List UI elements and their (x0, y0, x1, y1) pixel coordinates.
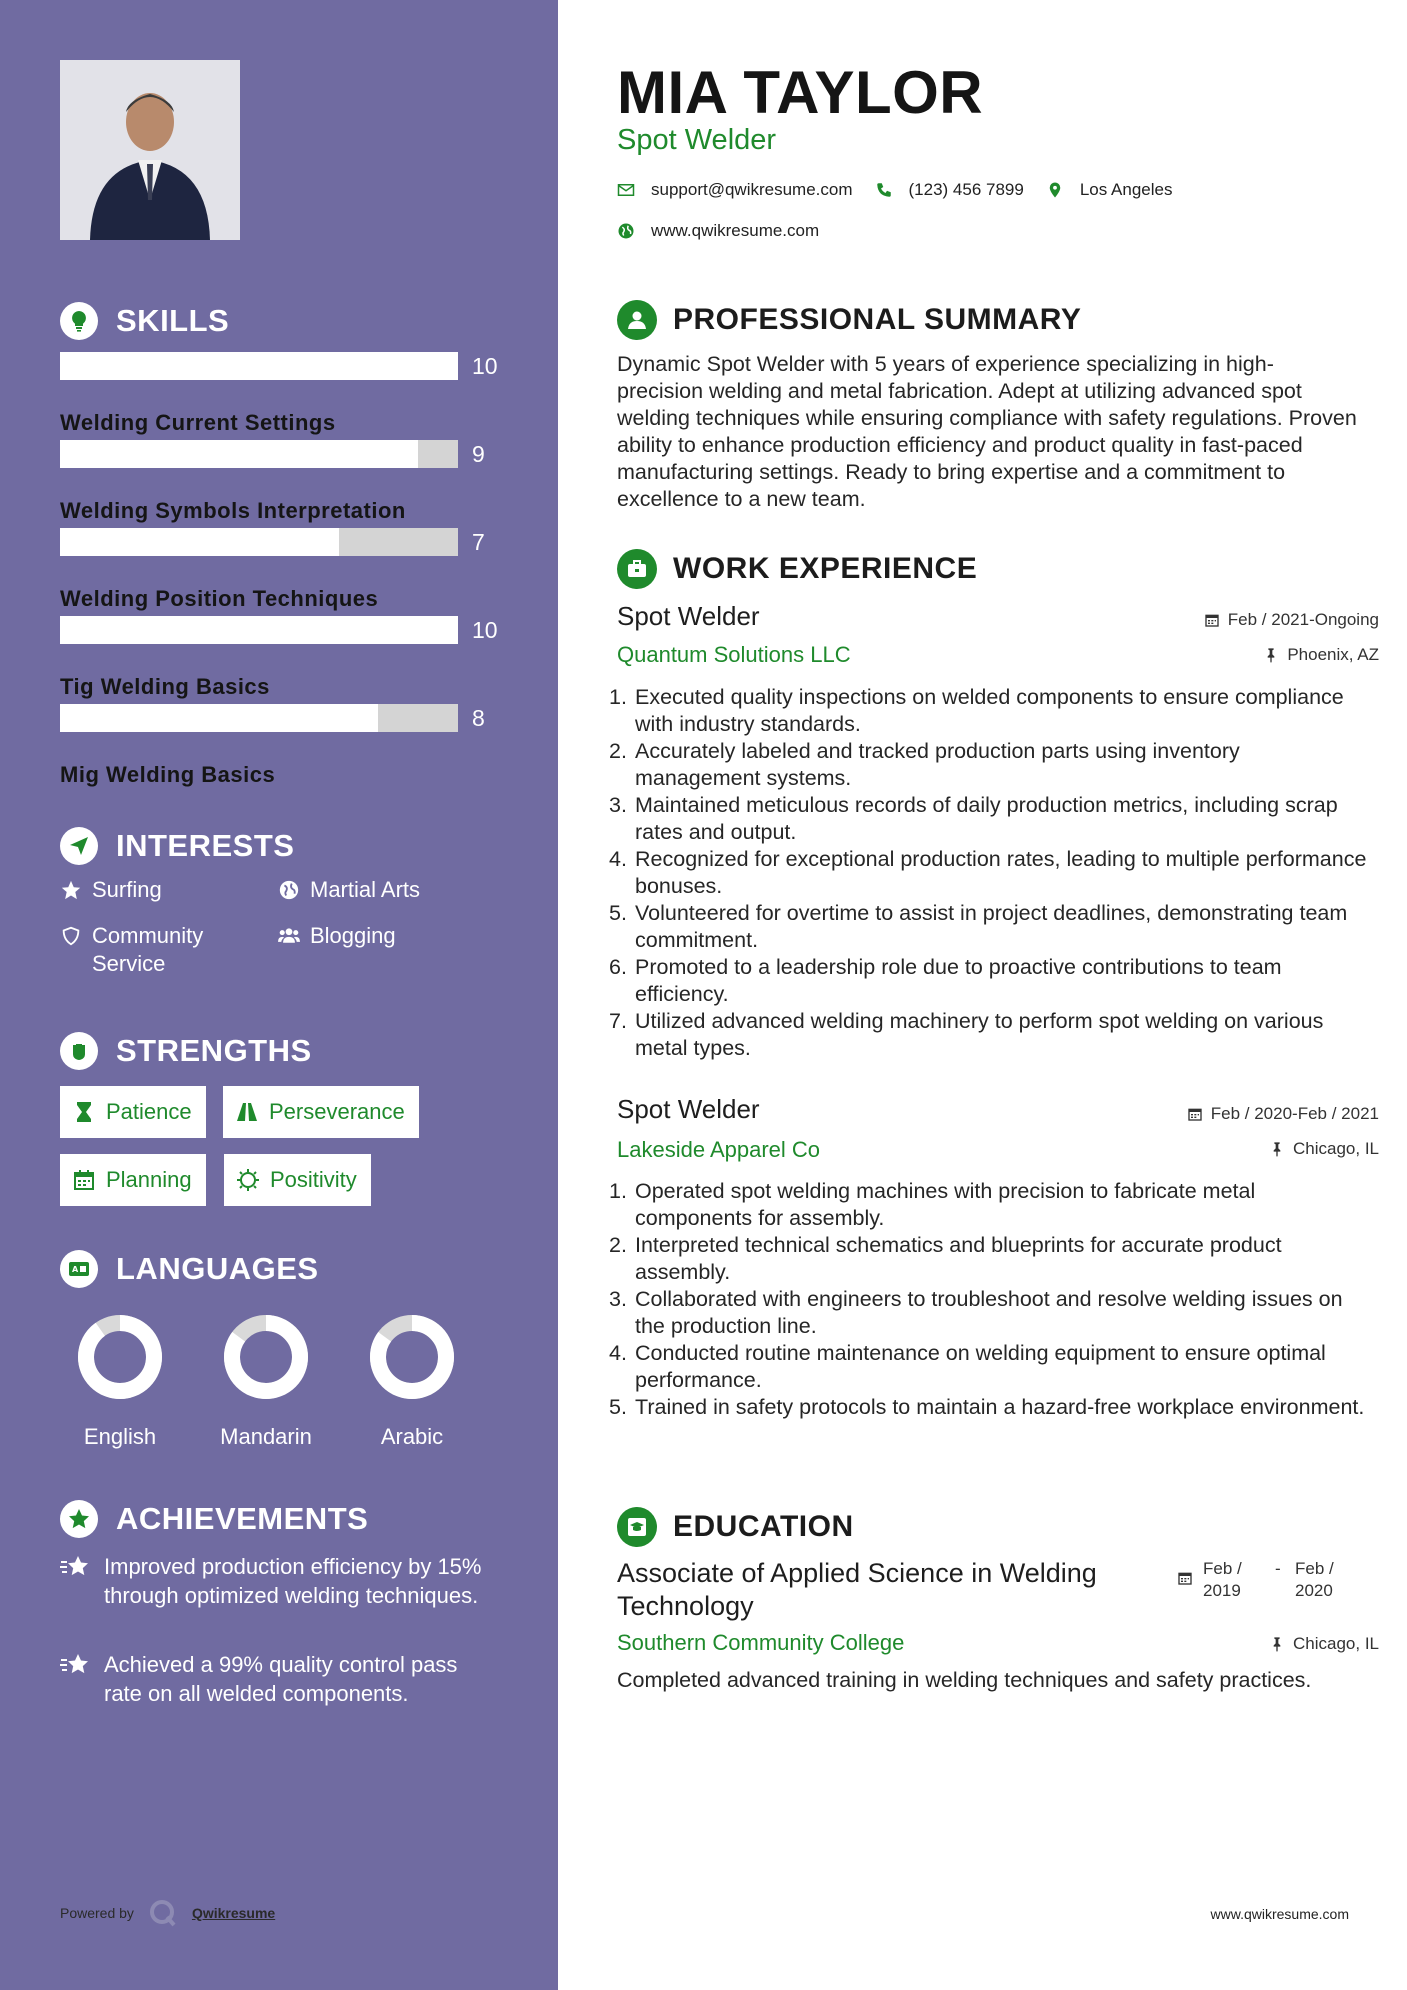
summary-heading (617, 300, 1081, 340)
skill-name: Welding Symbols Interpretation (60, 498, 406, 523)
job-bullet (609, 1178, 1369, 1232)
bullet-text: Conducted routine maintenance on welding equipment to ensure optimal performance. (635, 1341, 1326, 1392)
skill-bar-fill (60, 528, 339, 556)
skill-name: Welding Current Settings (60, 410, 336, 435)
contact-website[interactable]: www.qwikresume.com (651, 221, 820, 240)
bullet-number: 5. (609, 1395, 627, 1419)
interest-label: Community Service (92, 923, 204, 976)
briefcase-icon (617, 549, 657, 589)
skill-level: 8 (472, 704, 485, 731)
job-bullet (609, 1340, 1369, 1394)
job-bullet (609, 792, 1369, 846)
globe-icon (278, 879, 300, 901)
summary-title: PROFESSIONAL SUMMARY (673, 303, 1082, 336)
sun-icon (236, 1168, 260, 1192)
language-icon (60, 1250, 98, 1288)
skill-item (60, 616, 500, 699)
job-title: Spot Welder (617, 601, 760, 631)
job-bullet (609, 954, 1369, 1008)
skill-bar-fill (60, 704, 378, 732)
job-company: Lakeside Apparel Co (617, 1137, 821, 1162)
job-location (1263, 645, 1379, 665)
language-item (50, 1312, 190, 1450)
qwikresume-logo-icon (148, 1898, 178, 1928)
lightbulb-icon (60, 302, 98, 340)
interest-item (60, 922, 240, 978)
job-bullet (609, 1232, 1369, 1286)
interests-heading (60, 827, 294, 865)
education-end: Feb / 2020 (1295, 1559, 1334, 1600)
education-school: Southern Community College (617, 1630, 905, 1655)
footer-website[interactable]: www.qwikresume.com (1210, 1906, 1349, 1922)
bullet-number: 4. (609, 1341, 627, 1365)
svg-text:A: A (72, 1265, 79, 1274)
job-dates (1204, 610, 1379, 630)
experience-title: WORK EXPERIENCE (673, 552, 978, 585)
user-icon (617, 300, 657, 340)
languages-title: LANGUAGES (116, 1251, 319, 1286)
job-bullet (609, 684, 1369, 738)
job-company: Quantum Solutions LLC (617, 642, 851, 667)
interests-title: INTERESTS (116, 828, 295, 863)
skill-level: 7 (472, 528, 485, 555)
sidebar (0, 0, 558, 1990)
bullet-number: 1. (609, 685, 627, 709)
bullet-text: Collaborated with engineers to troubleshoot and resolve welding issues on the production line. (635, 1287, 1343, 1338)
strength-badge (223, 1086, 419, 1138)
strength-label: Perseverance (269, 1099, 405, 1124)
job-bullet (609, 738, 1369, 792)
bullet-text: Volunteered for overtime to assist in project deadlines, demonstrating team commitment. (635, 901, 1348, 952)
languages-heading (60, 1250, 319, 1288)
language-name: Arabic (380, 1424, 444, 1449)
star-icon (60, 879, 82, 901)
strength-label: Planning (106, 1167, 192, 1192)
education-location (1269, 1634, 1379, 1654)
qwikresume-link[interactable]: Qwikresume (191, 1905, 276, 1921)
job-dates-text: Feb / 2020-Feb / 2021 (1210, 1104, 1379, 1123)
graduation-icon (617, 1507, 657, 1547)
skill-item (60, 528, 500, 611)
job-bullet (609, 1008, 1369, 1062)
paper-plane-icon (60, 827, 98, 865)
skill-level: 9 (472, 440, 485, 467)
education-location-text: Chicago, IL (1293, 1634, 1379, 1653)
strengths-heading (60, 1032, 312, 1070)
bullet-number: 4. (609, 847, 627, 871)
skill-name: Welding Position Techniques (60, 586, 379, 611)
hourglass-icon (72, 1100, 96, 1124)
job-dates-text: Feb / 2021-Ongoing (1227, 610, 1379, 629)
strength-badge (224, 1154, 371, 1206)
skill-bar (60, 704, 458, 732)
bullet-text: Maintained meticulous records of daily production metrics, including scrap rates and output. (635, 793, 1338, 844)
profile-photo (60, 60, 240, 240)
bullet-number: 6. (609, 955, 627, 979)
award-star-icon (60, 1500, 98, 1538)
contact-email[interactable]: support@qwikresume.com (651, 180, 853, 199)
candidate-name: MIA TAYLOR (617, 59, 984, 126)
language-donut (221, 1312, 311, 1402)
skill-level: 10 (472, 352, 498, 379)
shield-icon (60, 925, 82, 947)
candidate-role: Spot Welder (617, 124, 777, 156)
calendar-icon (72, 1168, 96, 1192)
job-bullets (609, 684, 1369, 1062)
bullet-text: Accurately labeled and tracked production parts using inventory management systems. (635, 739, 1240, 790)
bullet-number: 7. (609, 1009, 627, 1033)
skill-name: Tig Welding Basics (60, 674, 270, 699)
achievement-text: Improved production efficiency by 15% through optimized welding techniques. (104, 1554, 482, 1608)
bullet-text: Utilized advanced welding machinery to perform spot welding on various metal types. (635, 1009, 1324, 1060)
envelope-icon (617, 181, 635, 199)
users-icon (278, 925, 300, 947)
skill-bar (60, 528, 458, 556)
shooting-star-icon (60, 1652, 92, 1680)
achievement-item (60, 1650, 500, 1708)
contact-location: Los Angeles (1079, 180, 1173, 199)
strength-badge (60, 1154, 206, 1206)
education-dates: Feb / 2019 - Feb / 2020 (1177, 1558, 1357, 1602)
contact-phone[interactable]: (123) 456 7899 (908, 180, 1024, 199)
bullet-number: 3. (609, 793, 627, 817)
skills-heading (60, 302, 229, 340)
language-item (196, 1312, 336, 1450)
pushpin-icon (1269, 1141, 1285, 1157)
achievements-title: ACHIEVEMENTS (116, 1501, 369, 1536)
pushpin-icon (1263, 647, 1279, 663)
interest-item (60, 876, 162, 904)
skill-bar-fill (60, 352, 458, 380)
strengths-title: STRENGTHS (116, 1033, 312, 1068)
strength-label: Patience (106, 1099, 192, 1124)
language-donut (75, 1312, 165, 1402)
education-degree: Associate of Applied Science in Welding Technology (617, 1558, 1097, 1621)
bullet-text: Executed quality inspections on welded components to ensure compliance with industry standards. (635, 685, 1344, 736)
interest-label: Martial Arts (310, 877, 421, 902)
education-start: Feb / 2019 (1203, 1559, 1242, 1600)
experience-heading (617, 549, 977, 589)
education-title: EDUCATION (673, 1510, 854, 1543)
job-bullets (609, 1178, 1369, 1421)
summary-text: Dynamic Spot Welder with 5 years of experience specializing in high-precision welding and metal fabrication. Adept at utilizing advanced spot welding techniques while ensuring compliance with safety regulations. Proven ability to enhance production efficiency and product quality in fast-paced manufacturing settings. Ready to bring expertise and a commitment to excellence to a new team. (617, 352, 1357, 511)
bullet-number: 2. (609, 739, 627, 763)
pushpin-icon (1269, 1636, 1285, 1652)
road-icon (235, 1100, 259, 1124)
job-bullet (609, 1286, 1369, 1340)
interest-label: Blogging (310, 923, 396, 948)
calendar-icon (1177, 1570, 1193, 1586)
job-location-text: Chicago, IL (1293, 1139, 1379, 1158)
skill-bar (60, 440, 458, 468)
skill-name: Mig Welding Basics (60, 762, 276, 787)
powered-by (60, 1898, 275, 1928)
bullet-text: Interpreted technical schematics and blueprints for accurate product assembly. (635, 1233, 1282, 1284)
phone-icon (875, 181, 893, 199)
shooting-star-icon (60, 1554, 92, 1582)
skill-level: 10 (472, 616, 498, 643)
bullet-number: 3. (609, 1287, 627, 1311)
education-heading (617, 1507, 854, 1547)
skill-bar-fill (60, 440, 418, 468)
bullet-text: Recognized for exceptional production rates, leading to multiple performance bonuses. (635, 847, 1367, 898)
website-row (617, 221, 819, 241)
language-name: English (83, 1424, 157, 1449)
bullet-number: 1. (609, 1179, 627, 1203)
bullet-text: Trained in safety protocols to maintain a hazard-free workplace environment. (635, 1395, 1365, 1419)
job-bullet (609, 846, 1369, 900)
skill-bar-fill (60, 616, 458, 644)
job-location (1269, 1139, 1379, 1159)
job-dates (1187, 1104, 1379, 1124)
skills-title: SKILLS (116, 303, 230, 338)
achievement-item (60, 1552, 500, 1610)
calendar-icon (1187, 1106, 1203, 1122)
strength-badge (60, 1086, 206, 1138)
achievements-heading (60, 1500, 368, 1538)
skill-bar (60, 352, 458, 380)
interest-item (278, 876, 420, 904)
interest-label: Surfing (92, 877, 162, 902)
education-description: Completed advanced training in welding techniques and safety practices. (617, 1668, 1312, 1692)
map-pin-icon (1046, 181, 1064, 199)
skill-item (60, 704, 500, 787)
bullet-number: 5. (609, 901, 627, 925)
skill-item (60, 352, 500, 435)
bullet-text: Operated spot welding machines with precision to fabricate metal components for assembly. (635, 1179, 1256, 1230)
achievement-text: Achieved a 99% quality control pass rate on all welded components. (104, 1652, 458, 1706)
bullet-text: Promoted to a leadership role due to proactive contributions to team efficiency. (635, 955, 1282, 1006)
job-bullet (609, 1394, 1369, 1421)
calendar-icon (1204, 612, 1220, 628)
language-item (342, 1312, 482, 1450)
skill-item (60, 440, 500, 523)
language-name: Mandarin (220, 1424, 312, 1449)
skill-bar (60, 616, 458, 644)
job-location-text: Phoenix, AZ (1287, 645, 1379, 664)
job-bullet (609, 900, 1369, 954)
interest-item (278, 922, 396, 950)
job-title: Spot Welder (617, 1094, 760, 1124)
bullet-number: 2. (609, 1233, 627, 1257)
fist-icon (60, 1032, 98, 1070)
globe-icon (617, 222, 635, 240)
strength-label: Positivity (270, 1167, 357, 1192)
contact-row (617, 180, 1172, 200)
powered-by-label: Powered by (60, 1905, 134, 1921)
language-donut (367, 1312, 457, 1402)
